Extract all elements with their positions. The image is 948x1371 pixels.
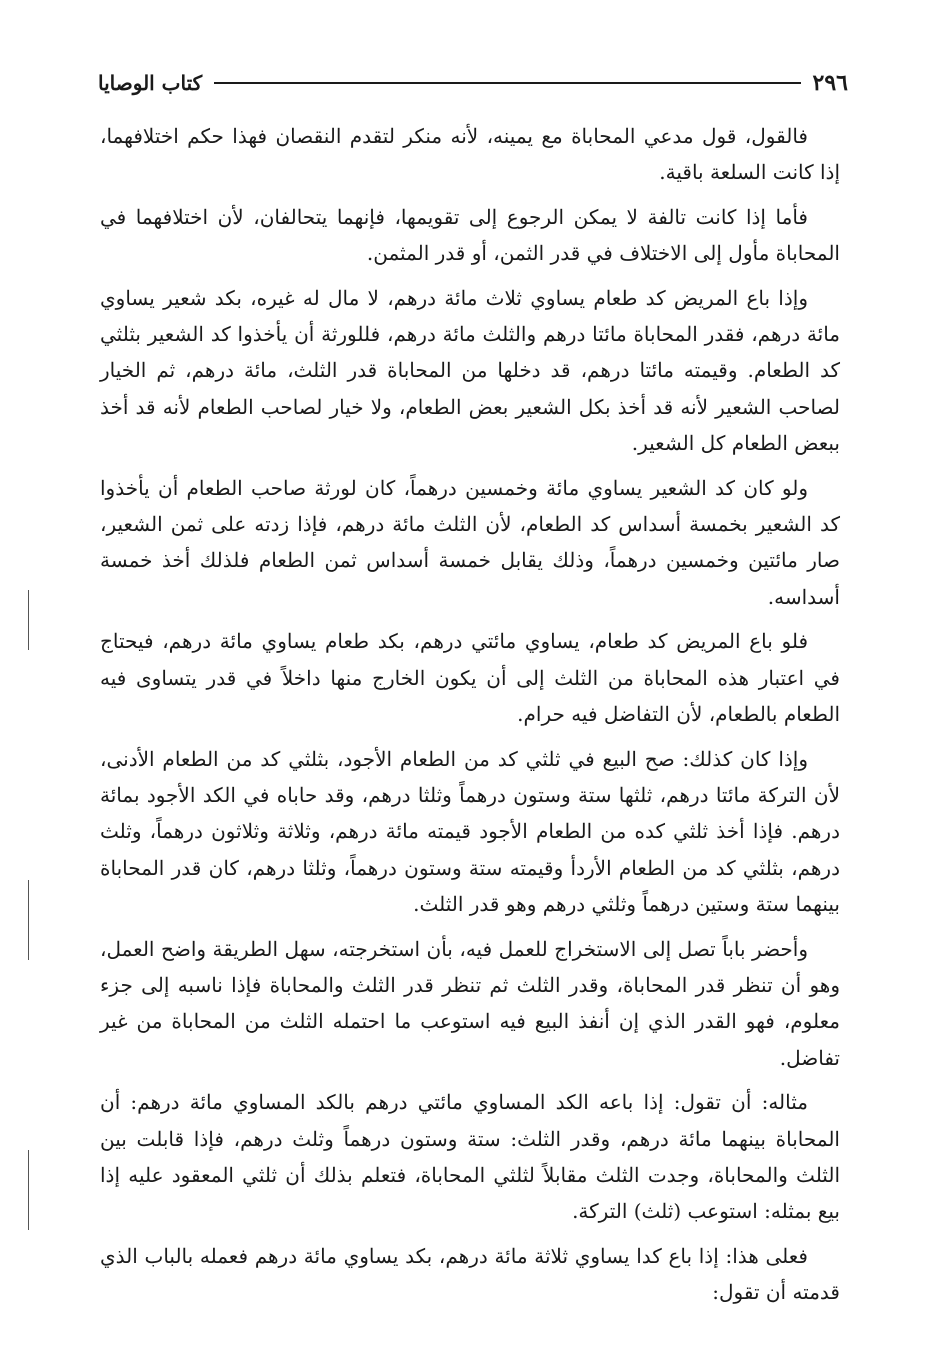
paragraph-4: ولو كان كد الشعير يساوي مائة وخمسين درهماً، كان لورثة صاحب الطعام أن يأخذوا كد الشعير بخمسة أسداس كد الطعام، لأن الثلث مائة درهم، فإذا زدته على ثمن الشعير، صار مائتين وخمسين درهماً، وذلك يقابل خمسة أسداس ثمن الطعام فلذلك أخذ خمسة أسداسه. (100, 475, 840, 609)
page-number: ٢٩٦ (812, 70, 848, 96)
margin-mark-left-1 (28, 590, 29, 650)
page-body (100, 118, 840, 1319)
header-rule (214, 82, 800, 84)
page-header (98, 68, 848, 98)
paragraph-2: فأما إذا كانت تالفة لا يمكن الرجوع إلى تقويمها، فإنهما يتحالفان، لأن اختلافهما في المحاباة مأول إلى الاختلاف في قدر الثمن، أو قدر المثمن. (100, 204, 840, 266)
paragraph-9: فعلى هذا: إذا باع كدا يساوي ثلاثة مائة درهم، بكد يساوي مائة درهم فعمله بالباب الذي قدمته أن تقول: (100, 1243, 840, 1305)
book-title: كتاب الوصايا (98, 71, 203, 95)
paragraph-6: وإذا كان كذلك: صح البيع في ثلثي كد من الطعام الأجود، بثلثي كد من الطعام الأدنى، لأن التركة مائتا درهم، ثلثها ستة وستون درهماً وثلثا درهم، وقد حاباه في الكد الأجود بمائة درهم. فإذا أخذ ثلثي كده من الطعام الأجود قيمته مائة درهم، وثلاثة وثلاثون درهماً، وثلث درهم، بثلثي كد من الطعام الأردأ وقيمته ستة وستون درهماً، وثلثا درهم، كان قدر المحاباة بينهما ستة وستين درهماً وثلثي درهم وهو قدر الثلث. (100, 746, 840, 917)
margin-mark-left-2 (28, 880, 29, 960)
paragraph-7: وأحضر باباً تصل إلى الاستخراج للعمل فيه، بأن استخرجته، سهل الطريقة واضح العمل، وهو أن تنظر قدر المحاباة، وقدر الثلث ثم تنظر قدر الثلث والمحاباة فإذا ناسبه إلى جزء معلوم، فهو القدر الذي إن أنفذ البيع فيه استوعب ما احتمله الثلث من المحاباة من غير تفاضل. (100, 936, 840, 1070)
paragraph-1: فالقول، قول مدعي المحاباة مع يمينه، لأنه منكر لتقدم النقصان فهذا حكم اختلافهما، إذا كانت السلعة باقية. (100, 124, 840, 185)
margin-mark-left-3 (28, 1150, 29, 1230)
paragraph-5: فلو باع المريض كد طعام، يساوي مائتي درهم، بكد طعام يساوي مائة درهم، فيحتاج في اعتبار هذه المحاباة من الثلث إلى أن يكون الخارج منها داخلاً في قدر يتساوى فيه الطعام بالطعام، لأن التفاضل فيه حرام. (100, 629, 840, 727)
paragraph-3: وإذا باع المريض كد طعام يساوي ثلاث مائة درهم، لا مال له غيره، بكد شعير يساوي مائة درهم، فقدر المحاباة مائتا درهم والثلث مائة درهم، فللورثة أن يأخذوا كد الشعير بثلثي كد الطعام. وقيمته مائتا درهم، قد دخلها من المحاباة قدر الثلث، مائة درهم، ثم الخيار لصاحب الشعير لأنه قد أخذ بكل الشعير بعض الطعام، ولا خيار لصاحب الطعام لأنه قد أخذ ببعض الطعام كل الشعير. (100, 285, 840, 456)
paragraph-8: مثاله: أن تقول: إذا باعه الكد المساوي مائتي درهم بالكد المساوي مائة درهم: أن المحاباة بينهما مائة درهم، وقدر الثلث: ستة وستون درهماً وثلث درهم، فإذا قابلت بين الثلث والمحاباة، وجدت الثلث مقابلاً لثلثي المحاباة، فتعلم بذلك أن ثلثي المعقود عليه إذا بيع بمثله: استوعب (ثلث) التركة. (100, 1090, 840, 1224)
